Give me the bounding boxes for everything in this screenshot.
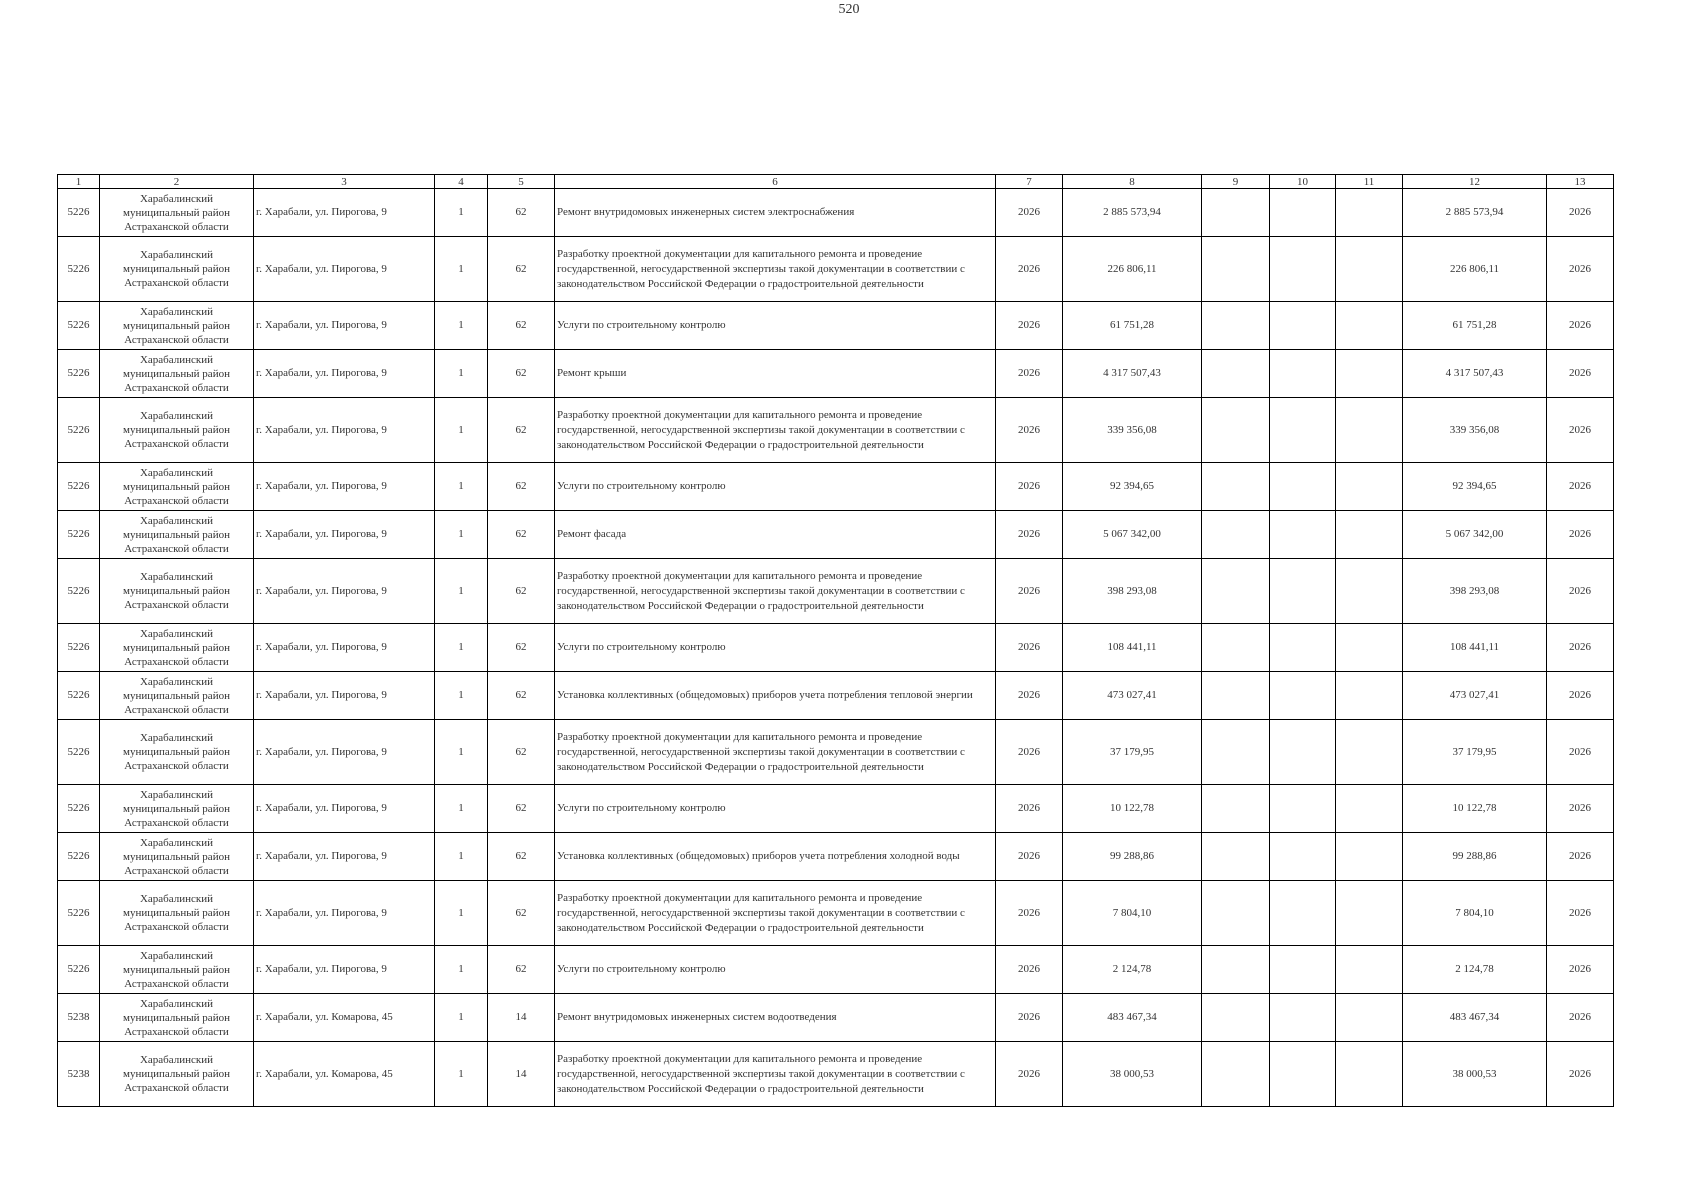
table-row: [58, 994, 1614, 1042]
owners-funds-cell: 2 124,78: [1403, 946, 1547, 994]
year-cell: 2026: [996, 994, 1063, 1042]
year-cell: 2026: [996, 672, 1063, 720]
object-number-cell: 5226: [58, 463, 100, 511]
total-cost-cell: 99 288,86: [1063, 833, 1202, 881]
regional-funds-cell: [1270, 720, 1336, 785]
completion-year-cell: 2026: [1547, 946, 1614, 994]
total-cost-cell: 61 751,28: [1063, 302, 1202, 350]
work-type-cell: Услуги по строительному контролю: [555, 302, 996, 350]
regional-funds-cell: [1270, 785, 1336, 833]
local-funds-cell: [1336, 559, 1403, 624]
completion-year-cell: 2026: [1547, 833, 1614, 881]
regional-funds-cell: [1270, 559, 1336, 624]
local-funds-cell: [1336, 946, 1403, 994]
work-type-cell: Разработку проектной документации для капитального ремонта и проведение государственной, негосударственной экспертизы такой документации в соответствии с законодательством Российской Федерации о градостроительной деятельности: [555, 881, 996, 946]
column-header: 2: [100, 175, 254, 189]
count-cell: 1: [435, 624, 488, 672]
address-cell: г. Харабали, ул. Пирогова, 9: [254, 350, 435, 398]
apartments-cell: 62: [488, 189, 555, 237]
local-funds-cell: [1336, 302, 1403, 350]
apartments-cell: 62: [488, 624, 555, 672]
column-header: 6: [555, 175, 996, 189]
municipality-cell: Харабалинский муниципальный район Астраханской области: [100, 1042, 254, 1107]
municipality-cell: Харабалинский муниципальный район Астраханской области: [100, 785, 254, 833]
federal-funds-cell: [1202, 398, 1270, 463]
table-row: [58, 463, 1614, 511]
table-row: [58, 672, 1614, 720]
count-cell: 1: [435, 720, 488, 785]
address-cell: г. Харабали, ул. Пирогова, 9: [254, 833, 435, 881]
object-number-cell: 5226: [58, 833, 100, 881]
work-type-cell: Разработку проектной документации для капитального ремонта и проведение государственной, негосударственной экспертизы такой документации в соответствии с законодательством Российской Федерации о градостроительной деятельности: [555, 237, 996, 302]
object-number-cell: 5226: [58, 881, 100, 946]
regional-funds-cell: [1270, 672, 1336, 720]
column-header: 11: [1336, 175, 1403, 189]
federal-funds-cell: [1202, 463, 1270, 511]
year-cell: 2026: [996, 189, 1063, 237]
regional-funds-cell: [1270, 946, 1336, 994]
municipality-cell: Харабалинский муниципальный район Астраханской области: [100, 398, 254, 463]
object-number-cell: 5226: [58, 720, 100, 785]
count-cell: 1: [435, 511, 488, 559]
work-type-cell: Разработку проектной документации для капитального ремонта и проведение государственной, негосударственной экспертизы такой документации в соответствии с законодательством Российской Федерации о градостроительной деятельности: [555, 398, 996, 463]
owners-funds-cell: 339 356,08: [1403, 398, 1547, 463]
table-row: [58, 398, 1614, 463]
address-cell: г. Харабали, ул. Пирогова, 9: [254, 946, 435, 994]
address-cell: г. Харабали, ул. Комарова, 45: [254, 1042, 435, 1107]
total-cost-cell: 226 806,11: [1063, 237, 1202, 302]
table-row: [58, 624, 1614, 672]
apartments-cell: 62: [488, 833, 555, 881]
object-number-cell: 5226: [58, 946, 100, 994]
column-header: 1: [58, 175, 100, 189]
municipality-cell: Харабалинский муниципальный район Астраханской области: [100, 994, 254, 1042]
owners-funds-cell: 92 394,65: [1403, 463, 1547, 511]
regional-funds-cell: [1270, 881, 1336, 946]
table-row: [58, 237, 1614, 302]
municipality-cell: Харабалинский муниципальный район Астраханской области: [100, 833, 254, 881]
completion-year-cell: 2026: [1547, 1042, 1614, 1107]
work-type-cell: Ремонт внутридомовых инженерных систем водоотведения: [555, 994, 996, 1042]
apartments-cell: 62: [488, 302, 555, 350]
year-cell: 2026: [996, 463, 1063, 511]
completion-year-cell: 2026: [1547, 189, 1614, 237]
local-funds-cell: [1336, 720, 1403, 785]
year-cell: 2026: [996, 398, 1063, 463]
apartments-cell: 62: [488, 559, 555, 624]
owners-funds-cell: 99 288,86: [1403, 833, 1547, 881]
federal-funds-cell: [1202, 720, 1270, 785]
local-funds-cell: [1336, 350, 1403, 398]
federal-funds-cell: [1202, 511, 1270, 559]
count-cell: 1: [435, 237, 488, 302]
owners-funds-cell: 473 027,41: [1403, 672, 1547, 720]
work-type-cell: Разработку проектной документации для капитального ремонта и проведение государственной, негосударственной экспертизы такой документации в соответствии с законодательством Российской Федерации о градостроительной деятельности: [555, 559, 996, 624]
year-cell: 2026: [996, 833, 1063, 881]
local-funds-cell: [1336, 881, 1403, 946]
regional-funds-cell: [1270, 833, 1336, 881]
work-type-cell: Разработку проектной документации для капитального ремонта и проведение государственной, негосударственной экспертизы такой документации в соответствии с законодательством Российской Федерации о градостроительной деятельности: [555, 720, 996, 785]
address-cell: г. Харабали, ул. Пирогова, 9: [254, 881, 435, 946]
address-cell: г. Харабали, ул. Пирогова, 9: [254, 237, 435, 302]
completion-year-cell: 2026: [1547, 302, 1614, 350]
local-funds-cell: [1336, 994, 1403, 1042]
count-cell: 1: [435, 189, 488, 237]
local-funds-cell: [1336, 189, 1403, 237]
count-cell: 1: [435, 1042, 488, 1107]
year-cell: 2026: [996, 946, 1063, 994]
municipality-cell: Харабалинский муниципальный район Астраханской области: [100, 720, 254, 785]
owners-funds-cell: 398 293,08: [1403, 559, 1547, 624]
local-funds-cell: [1336, 398, 1403, 463]
table-row: [58, 511, 1614, 559]
year-cell: 2026: [996, 511, 1063, 559]
address-cell: г. Харабали, ул. Пирогова, 9: [254, 302, 435, 350]
regional-funds-cell: [1270, 624, 1336, 672]
regional-funds-cell: [1270, 1042, 1336, 1107]
completion-year-cell: 2026: [1547, 559, 1614, 624]
completion-year-cell: 2026: [1547, 511, 1614, 559]
regional-funds-cell: [1270, 189, 1336, 237]
column-header: 4: [435, 175, 488, 189]
apartments-cell: 62: [488, 511, 555, 559]
address-cell: г. Харабали, ул. Пирогова, 9: [254, 672, 435, 720]
total-cost-cell: 5 067 342,00: [1063, 511, 1202, 559]
column-header: 8: [1063, 175, 1202, 189]
owners-funds-cell: 4 317 507,43: [1403, 350, 1547, 398]
count-cell: 1: [435, 881, 488, 946]
federal-funds-cell: [1202, 946, 1270, 994]
work-type-cell: Услуги по строительному контролю: [555, 463, 996, 511]
completion-year-cell: 2026: [1547, 994, 1614, 1042]
column-header: 9: [1202, 175, 1270, 189]
apartments-cell: 62: [488, 237, 555, 302]
municipality-cell: Харабалинский муниципальный район Астраханской области: [100, 350, 254, 398]
federal-funds-cell: [1202, 237, 1270, 302]
municipality-cell: Харабалинский муниципальный район Астраханской области: [100, 237, 254, 302]
municipality-cell: Харабалинский муниципальный район Астраханской области: [100, 559, 254, 624]
municipality-cell: Харабалинский муниципальный район Астраханской области: [100, 302, 254, 350]
year-cell: 2026: [996, 624, 1063, 672]
column-header: 3: [254, 175, 435, 189]
municipality-cell: Харабалинский муниципальный район Астраханской области: [100, 463, 254, 511]
federal-funds-cell: [1202, 624, 1270, 672]
table-row: [58, 881, 1614, 946]
work-type-cell: Услуги по строительному контролю: [555, 946, 996, 994]
completion-year-cell: 2026: [1547, 881, 1614, 946]
object-number-cell: 5226: [58, 302, 100, 350]
owners-funds-cell: 37 179,95: [1403, 720, 1547, 785]
address-cell: г. Харабали, ул. Пирогова, 9: [254, 559, 435, 624]
apartments-cell: 62: [488, 946, 555, 994]
local-funds-cell: [1336, 672, 1403, 720]
work-type-cell: Разработку проектной документации для капитального ремонта и проведение государственной, негосударственной экспертизы такой документации в соответствии с законодательством Российской Федерации о градостроительной деятельности: [555, 1042, 996, 1107]
total-cost-cell: 10 122,78: [1063, 785, 1202, 833]
table-row: [58, 302, 1614, 350]
column-header: 5: [488, 175, 555, 189]
work-type-cell: Услуги по строительному контролю: [555, 624, 996, 672]
owners-funds-cell: 2 885 573,94: [1403, 189, 1547, 237]
work-type-cell: Ремонт фасада: [555, 511, 996, 559]
total-cost-cell: 473 027,41: [1063, 672, 1202, 720]
owners-funds-cell: 10 122,78: [1403, 785, 1547, 833]
regional-funds-cell: [1270, 994, 1336, 1042]
count-cell: 1: [435, 398, 488, 463]
object-number-cell: 5226: [58, 624, 100, 672]
regional-funds-cell: [1270, 302, 1336, 350]
completion-year-cell: 2026: [1547, 785, 1614, 833]
page-number: 520: [838, 2, 860, 17]
owners-funds-cell: 226 806,11: [1403, 237, 1547, 302]
year-cell: 2026: [996, 881, 1063, 946]
owners-funds-cell: 61 751,28: [1403, 302, 1547, 350]
owners-funds-cell: 5 067 342,00: [1403, 511, 1547, 559]
total-cost-cell: 7 804,10: [1063, 881, 1202, 946]
local-funds-cell: [1336, 463, 1403, 511]
completion-year-cell: 2026: [1547, 237, 1614, 302]
count-cell: 1: [435, 785, 488, 833]
federal-funds-cell: [1202, 785, 1270, 833]
column-header: 12: [1403, 175, 1547, 189]
total-cost-cell: 398 293,08: [1063, 559, 1202, 624]
federal-funds-cell: [1202, 672, 1270, 720]
federal-funds-cell: [1202, 350, 1270, 398]
table-row: [58, 559, 1614, 624]
year-cell: 2026: [996, 237, 1063, 302]
work-type-cell: Установка коллективных (общедомовых) приборов учета потребления тепловой энергии: [555, 672, 996, 720]
federal-funds-cell: [1202, 994, 1270, 1042]
local-funds-cell: [1336, 511, 1403, 559]
total-cost-cell: 38 000,53: [1063, 1042, 1202, 1107]
table-row: [58, 833, 1614, 881]
municipality-cell: Харабалинский муниципальный район Астраханской области: [100, 881, 254, 946]
table-row: [58, 1042, 1614, 1107]
object-number-cell: 5226: [58, 237, 100, 302]
table-row: [58, 946, 1614, 994]
municipality-cell: Харабалинский муниципальный район Астраханской области: [100, 946, 254, 994]
completion-year-cell: 2026: [1547, 398, 1614, 463]
regional-funds-cell: [1270, 237, 1336, 302]
municipality-cell: Харабалинский муниципальный район Астраханской области: [100, 511, 254, 559]
year-cell: 2026: [996, 302, 1063, 350]
apartments-cell: 14: [488, 994, 555, 1042]
object-number-cell: 5226: [58, 189, 100, 237]
address-cell: г. Харабали, ул. Пирогова, 9: [254, 720, 435, 785]
count-cell: 1: [435, 350, 488, 398]
column-header: 7: [996, 175, 1063, 189]
completion-year-cell: 2026: [1547, 624, 1614, 672]
completion-year-cell: 2026: [1547, 672, 1614, 720]
table-body: [58, 189, 1614, 1107]
year-cell: 2026: [996, 785, 1063, 833]
regional-funds-cell: [1270, 350, 1336, 398]
federal-funds-cell: [1202, 559, 1270, 624]
count-cell: 1: [435, 946, 488, 994]
owners-funds-cell: 7 804,10: [1403, 881, 1547, 946]
year-cell: 2026: [996, 720, 1063, 785]
capital-repair-table: [57, 174, 1614, 1107]
federal-funds-cell: [1202, 881, 1270, 946]
apartments-cell: 62: [488, 785, 555, 833]
apartments-cell: 62: [488, 720, 555, 785]
object-number-cell: 5226: [58, 398, 100, 463]
apartments-cell: 62: [488, 350, 555, 398]
total-cost-cell: 483 467,34: [1063, 994, 1202, 1042]
address-cell: г. Харабали, ул. Пирогова, 9: [254, 398, 435, 463]
federal-funds-cell: [1202, 833, 1270, 881]
column-header: 10: [1270, 175, 1336, 189]
regional-funds-cell: [1270, 398, 1336, 463]
local-funds-cell: [1336, 833, 1403, 881]
address-cell: г. Харабали, ул. Пирогова, 9: [254, 624, 435, 672]
address-cell: г. Харабали, ул. Пирогова, 9: [254, 785, 435, 833]
header-row: [58, 175, 1614, 189]
table-row: [58, 189, 1614, 237]
total-cost-cell: 37 179,95: [1063, 720, 1202, 785]
address-cell: г. Харабали, ул. Пирогова, 9: [254, 189, 435, 237]
work-type-cell: Ремонт крыши: [555, 350, 996, 398]
local-funds-cell: [1336, 1042, 1403, 1107]
regional-funds-cell: [1270, 511, 1336, 559]
municipality-cell: Харабалинский муниципальный район Астраханской области: [100, 672, 254, 720]
completion-year-cell: 2026: [1547, 720, 1614, 785]
completion-year-cell: 2026: [1547, 350, 1614, 398]
completion-year-cell: 2026: [1547, 463, 1614, 511]
address-cell: г. Харабали, ул. Пирогова, 9: [254, 463, 435, 511]
object-number-cell: 5238: [58, 994, 100, 1042]
local-funds-cell: [1336, 624, 1403, 672]
year-cell: 2026: [996, 559, 1063, 624]
total-cost-cell: 339 356,08: [1063, 398, 1202, 463]
apartments-cell: 62: [488, 463, 555, 511]
object-number-cell: 5226: [58, 672, 100, 720]
total-cost-cell: 92 394,65: [1063, 463, 1202, 511]
total-cost-cell: 108 441,11: [1063, 624, 1202, 672]
apartments-cell: 62: [488, 881, 555, 946]
regional-funds-cell: [1270, 463, 1336, 511]
count-cell: 1: [435, 994, 488, 1042]
address-cell: г. Харабали, ул. Комарова, 45: [254, 994, 435, 1042]
federal-funds-cell: [1202, 302, 1270, 350]
year-cell: 2026: [996, 350, 1063, 398]
object-number-cell: 5226: [58, 511, 100, 559]
object-number-cell: 5238: [58, 1042, 100, 1107]
owners-funds-cell: 38 000,53: [1403, 1042, 1547, 1107]
apartments-cell: 62: [488, 672, 555, 720]
apartments-cell: 62: [488, 398, 555, 463]
work-type-cell: Ремонт внутридомовых инженерных систем электроснабжения: [555, 189, 996, 237]
table-row: [58, 785, 1614, 833]
object-number-cell: 5226: [58, 350, 100, 398]
total-cost-cell: 2 885 573,94: [1063, 189, 1202, 237]
total-cost-cell: 2 124,78: [1063, 946, 1202, 994]
total-cost-cell: 4 317 507,43: [1063, 350, 1202, 398]
table-row: [58, 350, 1614, 398]
count-cell: 1: [435, 559, 488, 624]
count-cell: 1: [435, 302, 488, 350]
object-number-cell: 5226: [58, 559, 100, 624]
owners-funds-cell: 108 441,11: [1403, 624, 1547, 672]
object-number-cell: 5226: [58, 785, 100, 833]
owners-funds-cell: 483 467,34: [1403, 994, 1547, 1042]
local-funds-cell: [1336, 237, 1403, 302]
work-type-cell: Установка коллективных (общедомовых) приборов учета потребления холодной воды: [555, 833, 996, 881]
local-funds-cell: [1336, 785, 1403, 833]
municipality-cell: Харабалинский муниципальный район Астраханской области: [100, 624, 254, 672]
column-header: 13: [1547, 175, 1614, 189]
work-type-cell: Услуги по строительному контролю: [555, 785, 996, 833]
apartments-cell: 14: [488, 1042, 555, 1107]
table-row: [58, 720, 1614, 785]
federal-funds-cell: [1202, 1042, 1270, 1107]
municipality-cell: Харабалинский муниципальный район Астраханской области: [100, 189, 254, 237]
count-cell: 1: [435, 463, 488, 511]
count-cell: 1: [435, 833, 488, 881]
count-cell: 1: [435, 672, 488, 720]
year-cell: 2026: [996, 1042, 1063, 1107]
address-cell: г. Харабали, ул. Пирогова, 9: [254, 511, 435, 559]
federal-funds-cell: [1202, 189, 1270, 237]
